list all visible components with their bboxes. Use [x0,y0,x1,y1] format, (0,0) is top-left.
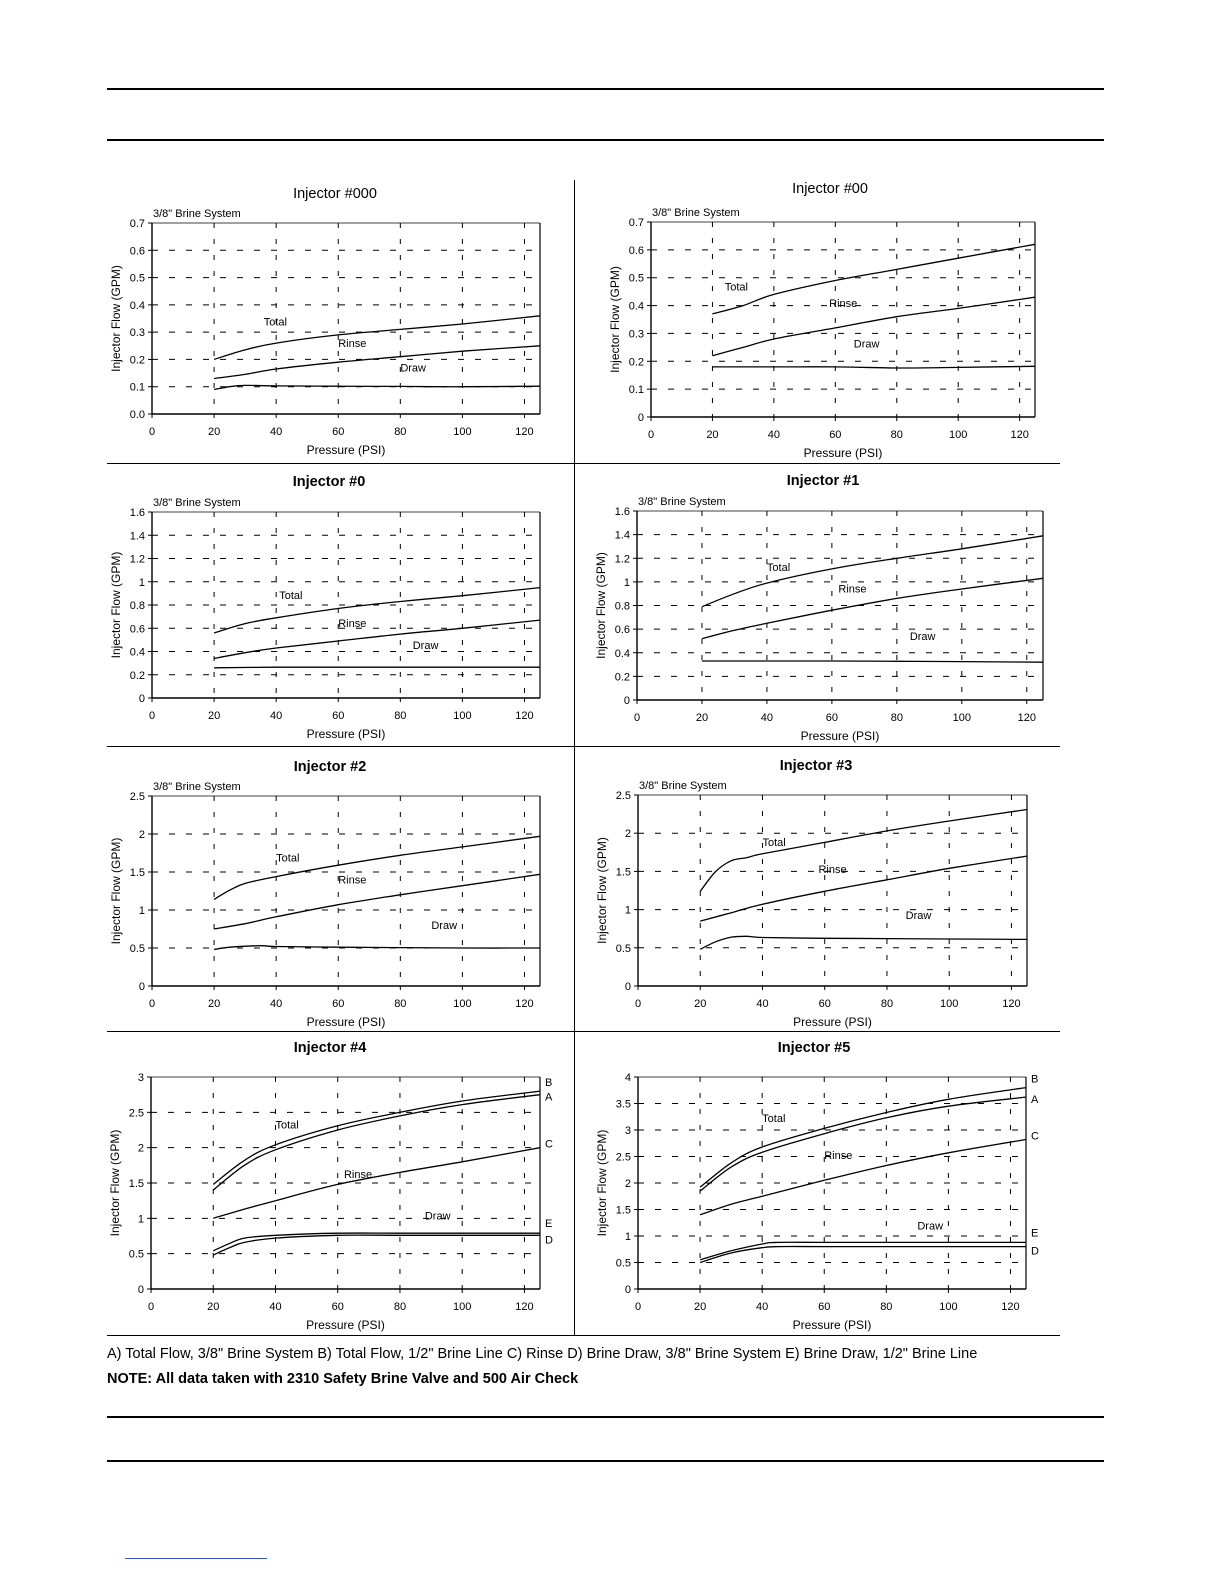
series-line-e [700,1242,1026,1260]
y-axis-label: Injector Flow (GPM) [108,1129,122,1237]
y-tick-label: 0.3 [628,328,644,341]
y-axis-label: Injector Flow (GPM) [608,266,622,373]
y-tick-label: 0 [623,695,630,707]
x-tick-label: 60 [332,998,345,1010]
x-tick-label: 0 [647,429,655,441]
y-axis-label: Injector Flow (GPM) [109,551,123,659]
series-line-total [712,244,1035,314]
footer-link-underline [125,1558,267,1559]
y-tick-label: 0.5 [129,272,145,285]
y-axis-label: Injector Flow (GPM) [595,837,609,944]
series-letter-label: B [1031,1073,1039,1086]
x-axis-label: Pressure (PSI) [306,443,386,457]
x-axis-label: Pressure (PSI) [792,1318,872,1332]
y-tick-label: 2 [624,1178,631,1190]
x-tick-label: 80 [394,710,407,722]
y-tick-label: 0.8 [614,600,630,613]
series-line-a [213,1095,540,1190]
chart-1 [109,186,540,457]
y-tick-label: 0 [624,1284,631,1296]
chart-subtitle: 3/8" Brine System [153,208,241,220]
curve-label-rinse: Rinse [338,618,367,631]
y-tick-label: 1 [138,576,145,589]
footer-rule-bottom [107,1460,1104,1462]
series-line-c [700,1140,1026,1215]
curve-label-draw: Draw [431,920,458,932]
series-line-draw [214,946,540,950]
y-tick-label: 1.2 [129,553,145,566]
y-tick-label: 0.4 [129,646,145,659]
y-axis-label: Injector Flow (GPM) [109,265,123,372]
x-tick-label: 60 [331,1301,344,1313]
y-axis-label: Injector Flow (GPM) [109,837,123,945]
y-tick-label: 0.0 [129,409,145,421]
x-tick-label: 80 [394,426,407,438]
series-line-a [700,1097,1026,1191]
x-tick-label: 20 [694,998,707,1010]
x-tick-label: 100 [453,426,472,438]
x-tick-label: 120 [1002,998,1021,1010]
x-tick-label: 60 [825,712,839,724]
x-tick-label: 80 [890,429,903,441]
x-tick-label: 120 [515,998,534,1010]
y-tick-label: 0.6 [628,244,644,257]
curve-label-rinse: Rinse [818,863,847,876]
x-axis-label: Pressure (PSI) [306,1318,385,1332]
series-letter-label: D [545,1234,553,1247]
chart-title: Injector #3 [779,758,853,774]
y-tick-label: 0.4 [129,299,145,312]
footer-rule-top [107,1416,1104,1418]
y-tick-label: 0.8 [129,600,145,612]
y-tick-label: 1 [137,1213,144,1226]
x-tick-label: 0 [634,998,642,1010]
x-axis-label: Pressure (PSI) [800,729,880,743]
y-tick-label: 0.1 [129,381,145,394]
series-line-draw [702,661,1043,662]
y-tick-label: 4 [624,1072,631,1084]
y-tick-label: 0.2 [614,671,630,684]
curve-label-total: Total [724,281,748,294]
x-tick-label: 0 [147,1301,155,1313]
x-tick-label: 120 [515,426,534,438]
x-tick-label: 40 [760,712,774,724]
x-tick-label: 100 [453,998,472,1010]
y-tick-label: 2 [138,829,145,841]
y-tick-label: 0.2 [129,669,145,682]
x-tick-label: 0 [148,998,156,1010]
y-tick-label: 0.6 [129,245,145,258]
y-tick-label: 3.5 [615,1098,631,1111]
x-tick-label: 60 [818,1301,831,1313]
x-tick-label: 40 [270,426,283,438]
curve-label-rinse: Rinse [824,1150,853,1163]
chart-5 [109,759,540,1029]
chart-subtitle: 3/8" Brine System [639,780,727,792]
x-tick-label: 80 [890,712,903,724]
curve-label-rinse: Rinse [338,874,367,887]
x-tick-label: 120 [1001,1301,1020,1313]
curve-label-draw: Draw [424,1210,451,1223]
x-tick-label: 0 [634,1301,642,1313]
series-letter-label: A [545,1091,553,1104]
chart-3 [109,474,540,741]
series-letter-label: C [1031,1130,1039,1143]
x-tick-label: 120 [515,1301,534,1313]
y-tick-label: 0.4 [628,300,644,313]
y-tick-label: 0.2 [129,354,145,367]
x-tick-label: 120 [1010,429,1029,441]
curve-label-total: Total [263,316,287,329]
y-tick-label: 0.7 [129,218,145,230]
x-axis-label: Pressure (PSI) [793,1015,872,1029]
chart-8 [595,1040,1039,1332]
y-tick-label: 0.6 [614,624,630,637]
y-tick-label: 2 [624,828,631,841]
chart-6 [595,758,1027,1029]
y-tick-label: 2.5 [615,1151,631,1164]
y-axis-label: Injector Flow (GPM) [594,552,608,659]
curve-label-draw: Draw [853,338,880,351]
y-tick-label: 0 [138,981,145,993]
curve-label-rinse: Rinse [829,297,858,310]
x-tick-label: 40 [756,1301,769,1313]
x-tick-label: 20 [207,998,221,1010]
x-tick-label: 120 [515,710,534,722]
curve-label-draw: Draw [412,640,439,653]
x-tick-label: 40 [767,429,781,441]
x-tick-label: 100 [949,429,968,441]
y-tick-label: 2.5 [128,1107,144,1120]
x-tick-label: 100 [940,998,959,1010]
series-letter-label: B [545,1077,553,1090]
curve-label-total: Total [279,590,303,603]
series-line-rinse [214,620,540,658]
curve-label-rinse: Rinse [343,1169,373,1182]
y-tick-label: 3 [624,1125,631,1137]
x-tick-label: 20 [207,710,221,722]
series-line-d [213,1235,540,1255]
y-tick-label: 1.5 [615,1204,631,1217]
series-line-total [214,588,540,633]
y-tick-label: 0 [624,981,631,993]
series-line-rinse [214,346,540,379]
curve-label-total: Total [766,562,791,575]
x-tick-label: 40 [756,998,769,1010]
y-tick-label: 0.7 [628,217,644,229]
y-tick-label: 1.4 [614,529,630,542]
chart-title: Injector #2 [293,759,367,775]
y-tick-label: 1.5 [128,1178,144,1190]
curve-label-draw: Draw [400,362,426,375]
y-tick-label: 0.5 [628,272,644,285]
y-tick-label: 0.2 [628,356,644,369]
x-tick-label: 60 [332,426,345,438]
x-tick-label: 20 [207,426,221,438]
curve-label-draw: Draw [905,909,932,922]
chart-title: Injector #1 [786,473,860,489]
y-tick-label: 0.3 [129,327,145,340]
curve-label-rinse: Rinse [338,338,367,351]
y-tick-label: 1.6 [614,506,630,518]
x-tick-label: 0 [148,426,156,438]
x-tick-label: 120 [1017,712,1036,724]
series-letter-label: E [1031,1227,1039,1240]
x-tick-label: 0 [148,710,156,722]
y-tick-label: 2.5 [129,791,145,803]
x-axis-label: Pressure (PSI) [306,1015,386,1029]
series-line-draw [214,385,540,389]
y-tick-label: 3 [137,1072,144,1084]
x-tick-label: 60 [829,429,842,441]
chart-4 [594,473,1043,743]
chart-subtitle: 3/8" Brine System [153,497,241,509]
x-tick-label: 20 [693,1301,707,1313]
y-tick-label: 0.1 [628,384,644,397]
y-tick-label: 1 [624,904,631,917]
chart-title: Injector #0 [292,474,366,490]
series-line-rinse [214,874,540,929]
series-line-draw [712,366,1035,368]
x-tick-label: 40 [270,710,283,722]
series-line-draw [214,667,540,668]
curve-label-total: Total [762,1113,786,1126]
series-line-total [702,536,1043,607]
curve-label-total: Total [275,1119,299,1132]
chart-7 [108,1040,553,1332]
x-tick-label: 80 [394,998,407,1010]
curve-label-rinse: Rinse [838,583,867,596]
y-tick-label: 0 [137,1284,144,1296]
series-letter-label: A [1031,1094,1039,1107]
x-axis-label: Pressure (PSI) [803,446,883,460]
x-tick-label: 100 [453,710,472,722]
x-tick-label: 20 [706,429,719,441]
y-tick-label: 0.5 [615,1257,631,1270]
series-line-d [700,1247,1026,1263]
y-tick-label: 1.4 [129,530,145,543]
chart-title: Injector #000 [293,186,377,202]
curve-label-draw: Draw [917,1220,944,1233]
y-tick-label: 2.5 [615,790,631,802]
y-tick-label: 1.5 [615,866,631,879]
x-tick-label: 60 [818,998,831,1010]
y-tick-label: 0.4 [614,647,630,660]
y-tick-label: 1 [138,905,145,917]
y-tick-label: 0.5 [615,942,631,955]
x-tick-label: 60 [332,710,345,722]
y-tick-label: 1.5 [129,867,145,879]
y-tick-label: 0.5 [129,943,145,955]
y-tick-label: 1 [624,1231,631,1243]
x-tick-label: 40 [269,1301,282,1313]
series-legend: A) Total Flow, 3/8" Brine System B) Total Flow, 1/2" Brine Line C) Rinse D) Brine Draw, 3/8" Brine System E) Brine Draw, 1/2" Brine Line [107,1346,978,1362]
x-axis-label: Pressure (PSI) [306,727,386,741]
chart-title: Injector #5 [777,1040,851,1056]
chart-title: Injector #00 [792,181,868,197]
y-tick-label: 0.5 [128,1248,144,1261]
x-tick-label: 80 [880,998,894,1010]
x-tick-label: 0 [633,712,641,724]
series-letter-label: D [1031,1245,1039,1258]
y-axis-label: Injector Flow (GPM) [595,1129,609,1237]
y-tick-label: 1.2 [614,553,630,566]
y-tick-label: 1.6 [129,507,145,519]
curve-label-total: Total [762,837,786,850]
series-line-rinse [700,856,1027,921]
y-tick-label: 0 [637,412,644,424]
y-tick-label: 0.6 [129,623,145,636]
data-note: NOTE: All data taken with 2310 Safety Brine Valve and 500 Air Check [107,1371,579,1387]
x-tick-label: 20 [695,712,709,724]
chart-subtitle: 3/8" Brine System [153,781,241,793]
series-line-total [214,836,540,899]
x-tick-label: 20 [207,1301,220,1313]
curve-label-total: Total [276,852,300,865]
y-tick-label: 1 [623,576,630,589]
series-letter-label: E [545,1218,553,1231]
chart-subtitle: 3/8" Brine System [638,496,726,508]
x-tick-label: 100 [952,712,971,724]
x-tick-label: 40 [270,998,283,1010]
curve-label-draw: Draw [909,630,936,643]
x-tick-label: 100 [453,1301,472,1313]
series-letter-label: C [545,1138,553,1151]
series-line-b [213,1091,540,1184]
y-tick-label: 0 [138,693,145,705]
x-tick-label: 80 [393,1301,407,1313]
series-line-total [700,810,1027,892]
chart-title: Injector #4 [293,1040,367,1056]
x-tick-label: 80 [880,1301,893,1313]
chart-subtitle: 3/8" Brine System [652,207,740,219]
y-tick-label: 2 [137,1142,144,1155]
x-tick-label: 100 [939,1301,958,1313]
chart-2 [608,181,1035,460]
